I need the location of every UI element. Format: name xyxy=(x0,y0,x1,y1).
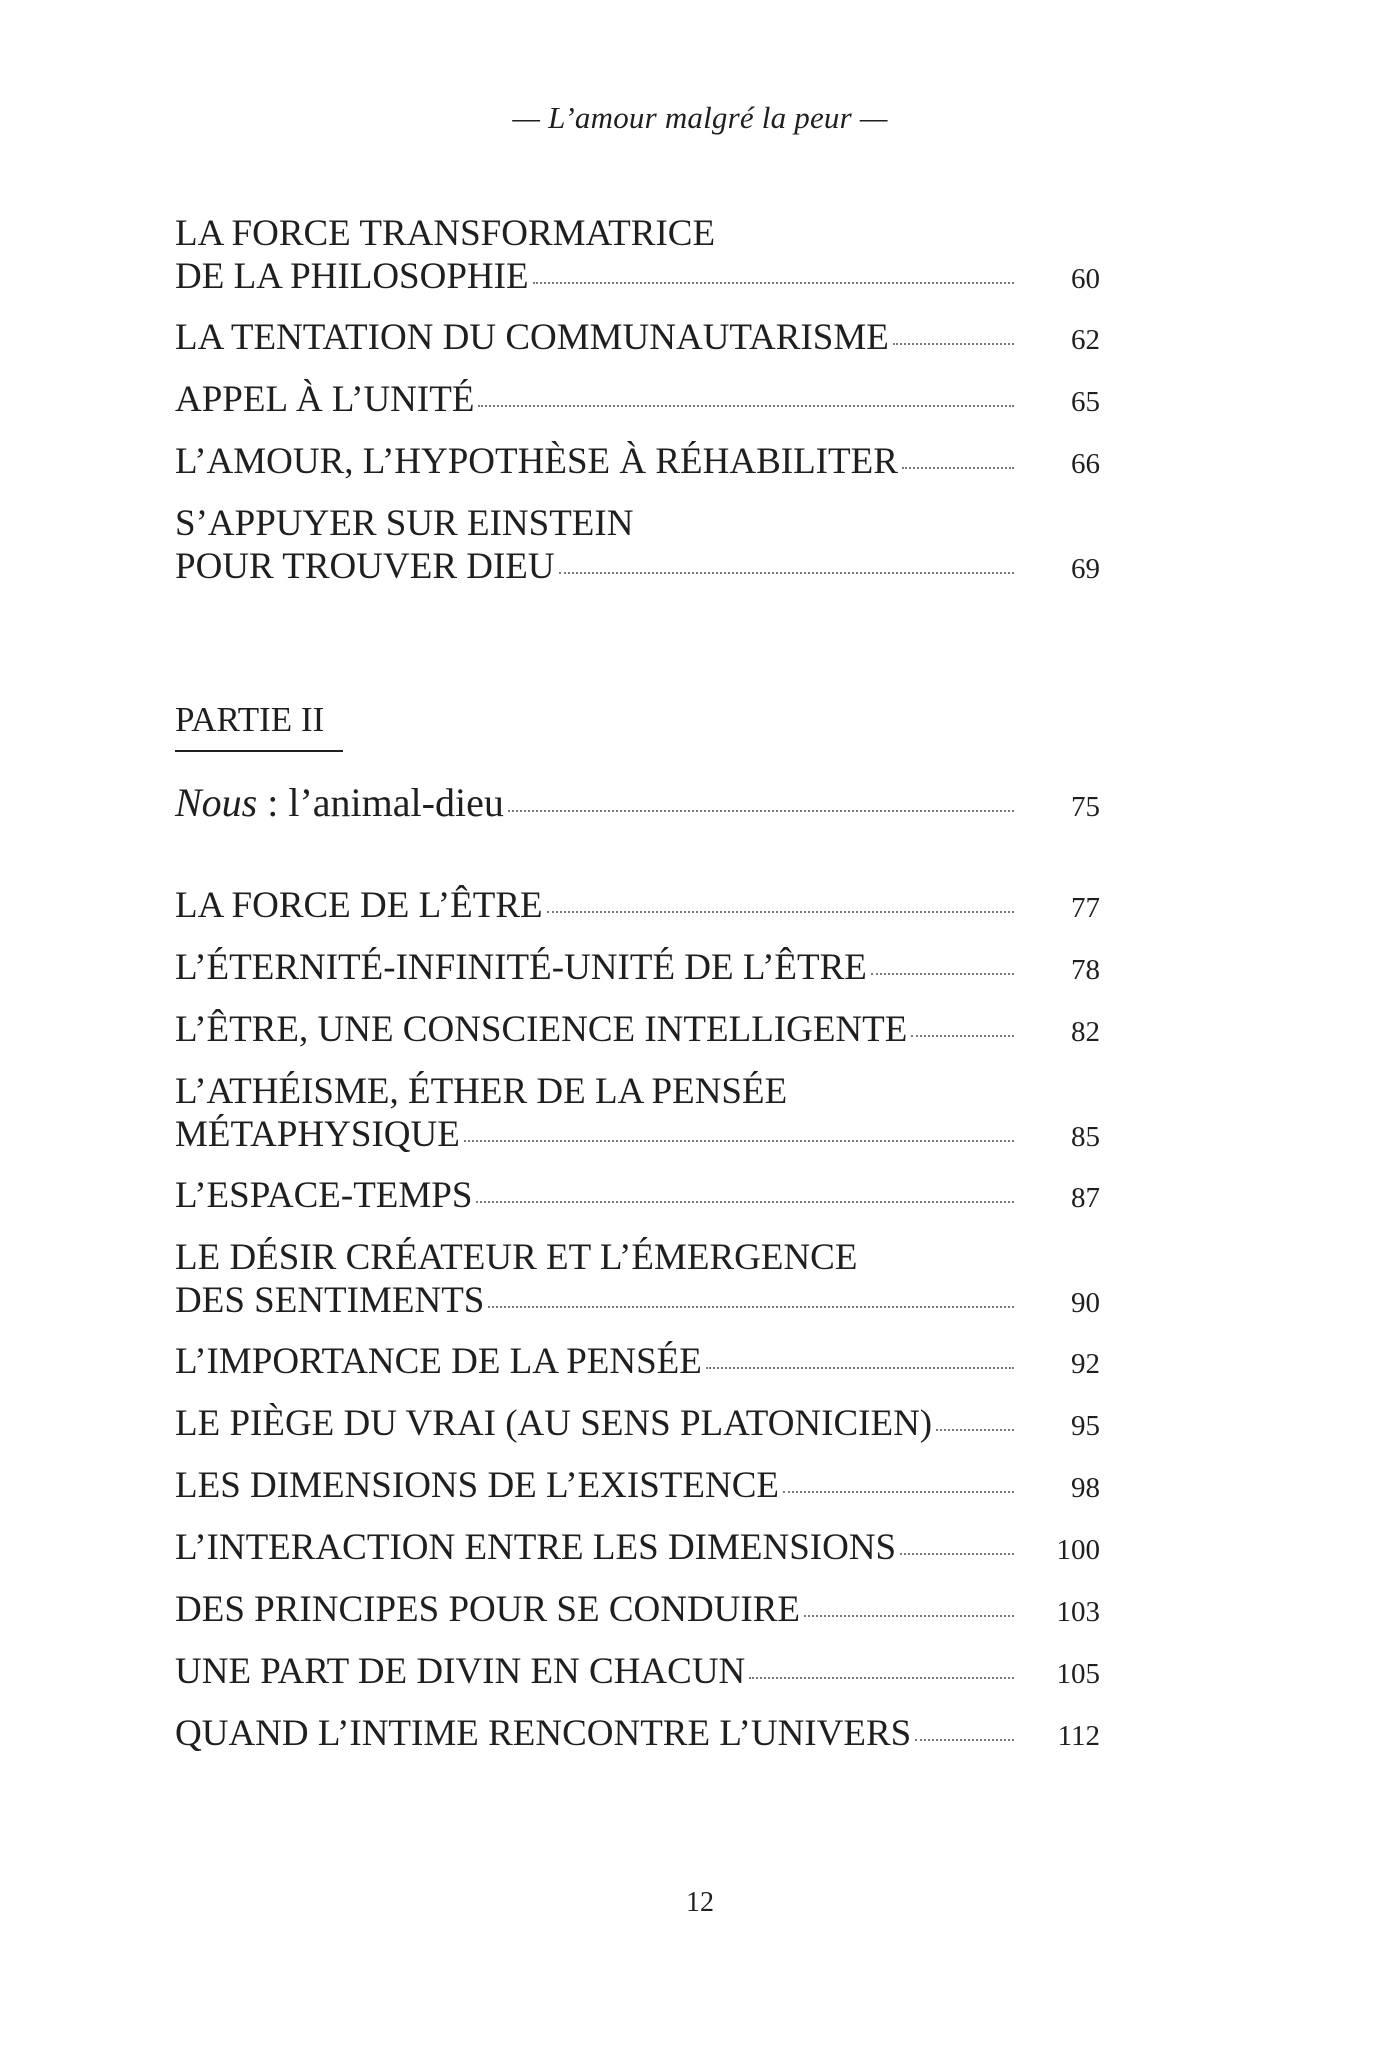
toc-entry-page: 60 xyxy=(1071,263,1100,295)
toc-entry-page: 82 xyxy=(1071,1016,1100,1048)
dot-leader xyxy=(476,1201,1014,1203)
toc-entry-page: 62 xyxy=(1071,324,1100,356)
toc-entry-page: 75 xyxy=(1071,791,1100,823)
dot-leader xyxy=(936,1429,1014,1431)
toc-entry-page: 92 xyxy=(1071,1348,1100,1380)
dot-leader xyxy=(478,405,1014,407)
dot-leader xyxy=(911,1035,1014,1037)
toc-entry-title: L’IMPORTANCE DE LA PENSÉE xyxy=(175,1341,702,1382)
toc-entry-title: L’ESPACE-TEMPS xyxy=(175,1175,473,1216)
toc-entry xyxy=(175,1402,1100,1448)
dot-leader xyxy=(900,1553,1014,1555)
toc-entry-title: QUAND L’INTIME RENCONTRE L’UNIVERS xyxy=(175,1713,912,1754)
toc-entry xyxy=(175,1236,1100,1325)
toc-entry xyxy=(175,1712,1100,1758)
toc-entry-title: L’ÊTRE, UNE CONSCIENCE INTELLIGENTE xyxy=(175,1009,908,1050)
toc-entry xyxy=(175,1340,1100,1386)
toc-entry xyxy=(175,316,1100,362)
toc-entry-title: LA FORCE DE L’ÊTRE xyxy=(175,885,543,926)
dot-leader xyxy=(706,1367,1014,1369)
toc-entry-title: L’ATHÉISME, ÉTHER DE LA PENSÉE xyxy=(175,1071,788,1112)
toc-entry-page: 77 xyxy=(1071,892,1100,924)
toc-entry xyxy=(175,1464,1100,1510)
toc-entry-title: LE DÉSIR CRÉATEUR ET L’ÉMERGENCE xyxy=(175,1237,858,1278)
toc-entry xyxy=(175,212,1100,301)
page-number: 12 xyxy=(686,1887,714,1918)
toc-entry-title: LA FORCE TRANSFORMATRICE xyxy=(175,213,716,254)
part-title-entry xyxy=(175,781,1100,829)
dot-leader xyxy=(488,1306,1014,1308)
toc-entry-title: LE PIÈGE DU VRAI (AU SENS PLATONICIEN) xyxy=(175,1403,933,1444)
toc-entry-page: 78 xyxy=(1071,954,1100,986)
toc-entry xyxy=(175,1008,1100,1054)
dot-leader xyxy=(902,467,1014,469)
part-title xyxy=(175,781,504,824)
toc-entry-page: 105 xyxy=(1056,1658,1100,1690)
part-title-rest: : l’animal-dieu xyxy=(257,780,504,825)
toc-entry-page: 112 xyxy=(1057,1720,1100,1752)
toc-entry xyxy=(175,440,1100,486)
toc-entry xyxy=(175,1650,1100,1696)
toc-entry xyxy=(175,1070,1100,1159)
dot-leader xyxy=(804,1615,1014,1617)
dot-leader xyxy=(783,1491,1014,1493)
toc-entry-title: LES DIMENSIONS DE L’EXISTENCE xyxy=(175,1465,779,1506)
dot-leader xyxy=(547,911,1014,913)
toc-entry-title: DES PRINCIPES POUR SE CONDUIRE xyxy=(175,1589,800,1630)
dot-leader xyxy=(559,572,1014,574)
dot-leader xyxy=(915,1739,1014,1741)
toc-entry-page: 90 xyxy=(1071,1287,1100,1319)
part-title-italic: Nous xyxy=(175,780,258,825)
toc-entry-title: LA TENTATION DU COMMUNAUTARISME xyxy=(175,317,889,358)
toc-entry-page: 87 xyxy=(1071,1182,1100,1214)
toc-entry-page: 66 xyxy=(1071,448,1100,480)
toc-entry-title: APPEL À L’UNITÉ xyxy=(175,379,475,420)
toc-entry-page: 85 xyxy=(1071,1121,1100,1153)
toc-entry xyxy=(175,1588,1100,1634)
part-label: PARTIE II xyxy=(175,698,343,752)
dot-leader xyxy=(871,973,1014,975)
toc-entry-page: 98 xyxy=(1071,1472,1100,1504)
toc-entry-page: 65 xyxy=(1071,386,1100,418)
toc-entry-title-cont: DES SENTIMENTS xyxy=(175,1280,485,1321)
toc-entry-page: 100 xyxy=(1056,1534,1100,1566)
toc-entry xyxy=(175,502,1100,591)
toc-entry-title: L’INTERACTION ENTRE LES DIMENSIONS xyxy=(175,1527,897,1568)
toc-entry-title: L’ÉTERNITÉ-INFINITÉ-UNITÉ DE L’ÊTRE xyxy=(175,947,867,988)
toc-entry-page: 103 xyxy=(1056,1596,1100,1628)
toc-entry-title-cont: POUR TROUVER DIEU xyxy=(175,546,555,587)
dot-leader xyxy=(508,810,1014,812)
running-head: — L’amour malgré la peur — xyxy=(512,100,888,135)
dot-leader xyxy=(893,343,1014,345)
toc-entry xyxy=(175,378,1100,424)
toc-entry-title: L’AMOUR, L’HYPOTHÈSE À RÉHABILITER xyxy=(175,441,898,482)
toc-entry-page: 95 xyxy=(1071,1410,1100,1442)
toc-entry-title: UNE PART DE DIVIN EN CHACUN xyxy=(175,1651,746,1692)
toc-entry xyxy=(175,1526,1100,1572)
toc-entry xyxy=(175,1174,1100,1220)
toc-entry xyxy=(175,946,1100,992)
dot-leader xyxy=(533,282,1014,284)
toc-entry-title-cont: MÉTAPHYSIQUE xyxy=(175,1114,460,1155)
toc-entry-page: 69 xyxy=(1071,553,1100,585)
dot-leader xyxy=(749,1677,1014,1679)
toc-entry-title-cont: DE LA PHILOSOPHIE xyxy=(175,256,529,297)
toc-entry xyxy=(175,884,1100,930)
toc-entry-title: S’APPUYER SUR EINSTEIN xyxy=(175,503,634,544)
dot-leader xyxy=(464,1140,1014,1142)
